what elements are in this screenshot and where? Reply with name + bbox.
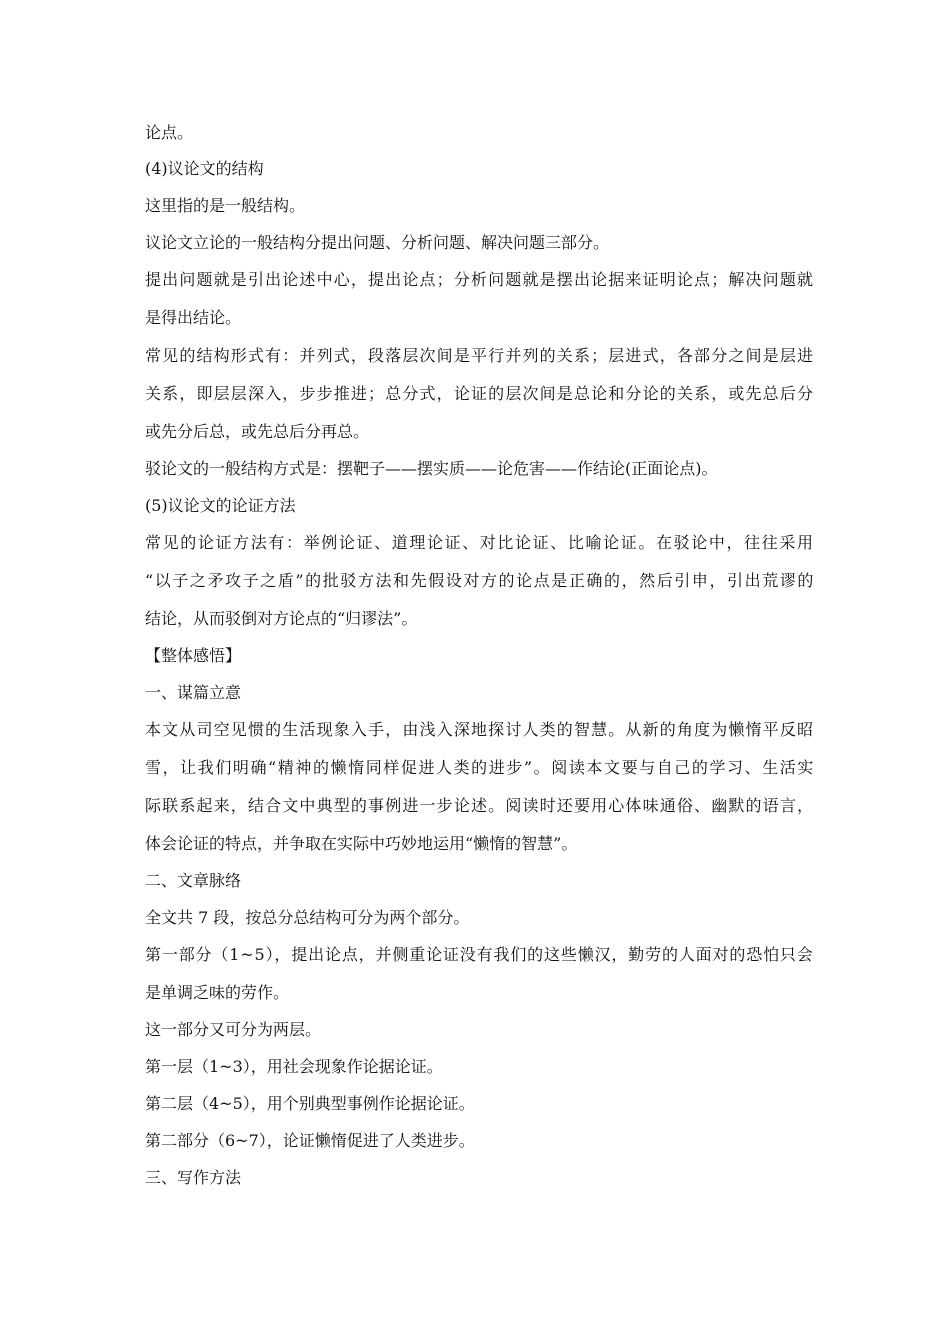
text-line: 常见的论证方法有：举例论证、道理论证、对比论证、比喻论证。在驳论中，往往采用 xyxy=(145,533,815,552)
section-heading-methods: (5)议论文的论证方法 xyxy=(145,496,296,515)
text-line: 驳论文的一般结构方式是：摆靶子——摆实质——论危害——作结论(正面论点)。 xyxy=(145,459,718,478)
text-line: 结论，从而驳倒对方论点的“归谬法”。 xyxy=(145,609,418,628)
section-heading-context: 二、文章脉络 xyxy=(145,871,242,890)
text-line: “以子之矛攻子之盾”的批驳方法和先假设对方的论点是正确的，然后引申，引出荒谬的 xyxy=(145,571,815,590)
text-line: 体会论证的特点，并争取在实际中巧妙地运用“懒惰的智慧”。 xyxy=(145,834,578,853)
section-heading-intent: 一、谋篇立意 xyxy=(145,683,242,702)
text-line: 关系，即层层深入，步步推进；总分式，论证的层次间是总论和分论的关系，或先总后分 xyxy=(145,384,815,403)
text-line: 雪，让我们明确“精神的懒惰同样促进人类的进步”。阅读本文要与自己的学习、生活实 xyxy=(145,758,815,777)
text-line: 提出问题就是引出论述中心，提出论点；分析问题就是摆出论据来证明论点；解决问题就 xyxy=(145,270,815,289)
text-line: 这里指的是一般结构。 xyxy=(145,196,306,215)
text-line: 际联系起来，结合文中典型的事例进一步论述。阅读时还要用心体味通俗、幽默的语言， xyxy=(145,796,815,815)
text-line: 常见的结构形式有：并列式，段落层次间是平行并列的关系；层进式，各部分之间是层进 xyxy=(145,346,815,365)
text-line: 是得出结论。 xyxy=(145,308,242,327)
text-line: 论点。 xyxy=(145,123,194,142)
text-line: 或先分后总，或先总后分再总。 xyxy=(145,422,370,441)
text-line: 第一层（1~3），用社会现象作论据论证。 xyxy=(145,1057,443,1076)
text-line: 本文从司空见惯的生活现象入手，由浅入深地探讨人类的智慧。从新的角度为懒惰平反昭 xyxy=(145,720,815,739)
section-heading-writing: 三、写作方法 xyxy=(145,1168,242,1187)
text-line: 第二层（4~5），用个别典型事例作论据论证。 xyxy=(145,1094,475,1113)
text-line: 这一部分又可分为两层。 xyxy=(145,1020,322,1039)
text-line: 是单调乏味的劳作。 xyxy=(145,983,290,1002)
text-line: 第一部分（1~5），提出论点，并侧重论证没有我们的这些懒汉，勤劳的人面对的恐怕只会 xyxy=(145,945,814,964)
text-line: 议论文立论的一般结构分提出问题、分析问题、解决问题三部分。 xyxy=(145,233,610,252)
text-line: 全文共 7 段，按总分总结构可分为两个部分。 xyxy=(145,908,470,927)
text-line: 第二部分（6~7），论证懒惰促进了人类进步。 xyxy=(145,1131,475,1150)
section-heading-overall: 【整体感悟】 xyxy=(145,646,242,665)
section-heading-structure: (4)议论文的结构 xyxy=(145,159,264,178)
